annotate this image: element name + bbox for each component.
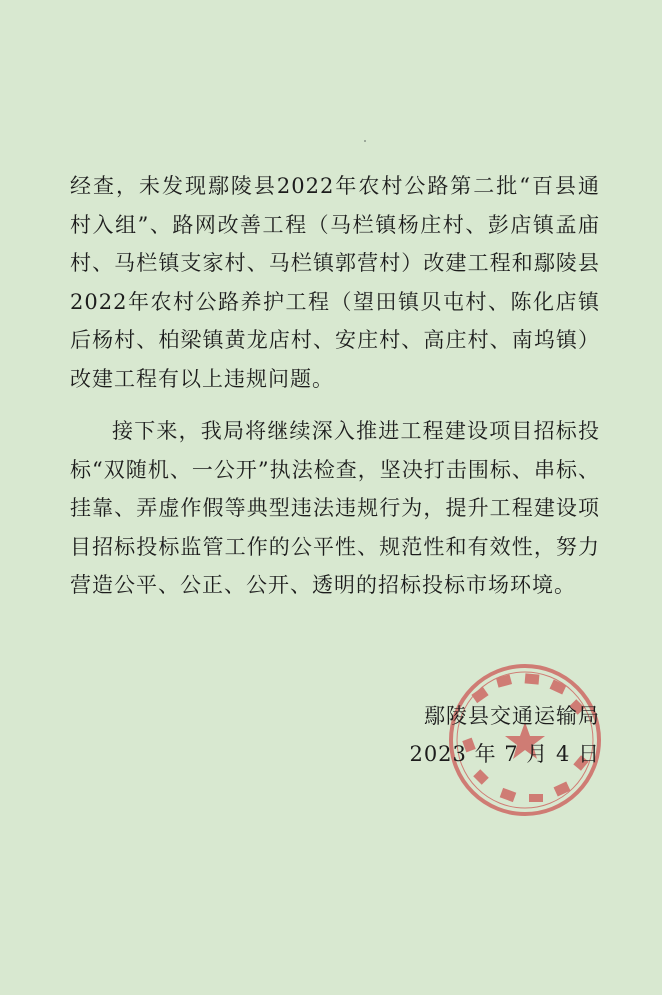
signature-date: 2023 年 7 月 4 日 xyxy=(409,742,600,766)
body-paragraph-findings: 经查，未发现鄢陵县2022年农村公路第二批“百县通村入组”、路网改善工程（马栏镇杨庄村、彭店镇孟庙村、马栏镇支家村、马栏镇郭营村）改建工程和鄢陵县2022年农村公路养护工程（望田镇贝屯村、陈化店镇后杨村、柏梁镇黄龙店村、安庄村、高庄村、南坞镇）改建工程有以上违规问题。 xyxy=(70,174,600,391)
paper-speck xyxy=(364,140,366,142)
body-paragraph-next-steps: 接下来，我局将继续深入推进工程建设项目招标投标“双随机、一公开”执法检查，坚决打击围标、串标、挂靠、弄虚作假等典型违法违规行为，提升工程建设项目招标投标监管工作的公平性、规范性和有效性，努力营造公平、公正、公开、透明的招标投标市场环境。 xyxy=(70,419,600,597)
signature-organization: 鄢陵县交通运输局 xyxy=(424,704,600,728)
